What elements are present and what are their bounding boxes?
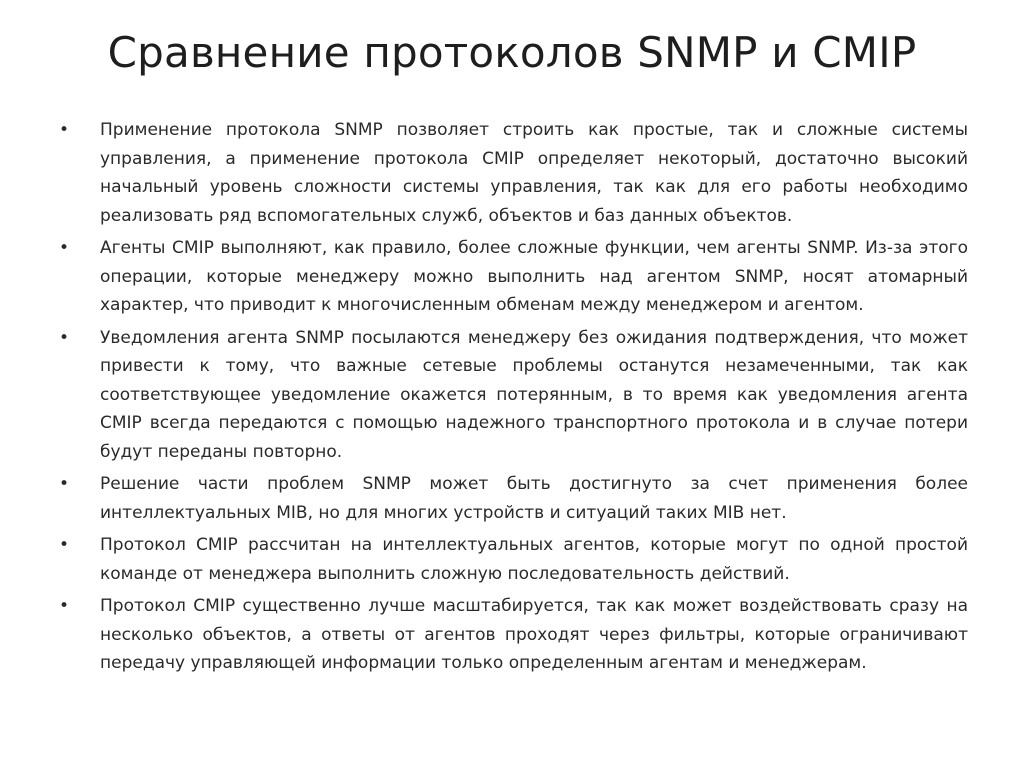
- bullet-text: Уведомления агента SNMP посылаются менеджеру без ожидания подтверждения, что может привести к тому, что важные сетевые проблемы останутся незамеченными, так как соответствующее уведомление окажется потерянным, в то время как уведомления агента CMIP всегда передаются с помощью надежного транспортного протокола и в случае потери будут переданы повторно.: [100, 327, 968, 462]
- bullet-item: [56, 592, 968, 678]
- bullet-item: [56, 116, 968, 230]
- bullet-dot-icon: •: [59, 474, 70, 494]
- bullet-text: Применение протокола SNMP позволяет строить как простые, так и сложные системы управления, а применение протокола CMIP определяет некоторый, достаточно высокий начальный уровень сложности системы управления, так как для его работы необходимо реализовать ряд вспомогательных служб, объектов и баз данных объектов.: [100, 120, 968, 226]
- bullet-item: [56, 234, 968, 320]
- bullet-item: [56, 470, 968, 527]
- bullet-dot-icon: •: [59, 120, 70, 140]
- bullet-list: [56, 116, 968, 682]
- slide-title: Сравнение протоколов SNMP и CMIP: [107, 28, 917, 77]
- bullet-item: [56, 324, 968, 467]
- bullet-text: Агенты CMIP выполняют, как правило, более сложные функции, чем агенты SNMP. Из-за этого операции, которые менеджеру можно выполнить над агентом SNMP, носят атомарный характер, что приводит к многочисленным обменам между менеджером и агентом.: [100, 238, 968, 315]
- bullet-text: Протокол CMIP существенно лучше масштабируется, так как может воздействовать сразу на несколько объектов, а ответы от агентов проходят через фильтры, которые ограничивают передачу управляющей информации только определенным агентам и менеджерам.: [100, 596, 968, 673]
- bullet-dot-icon: •: [59, 596, 70, 616]
- bullet-item: [56, 531, 968, 588]
- bullet-dot-icon: •: [59, 327, 70, 348]
- bullet-text: Решение части проблем SNMP может быть достигнуто за счет применения более интеллектуальных MIB, но для многих устройств и ситуаций таких MIB нет.: [100, 474, 968, 523]
- bullet-text: Протокол CMIP рассчитан на интеллектуальных агентов, которые могут по одной простой команде от менеджера выполнить сложную последовательность действий.: [100, 535, 968, 584]
- bullet-dot-icon: •: [59, 238, 70, 258]
- bullet-dot-icon: •: [59, 535, 70, 555]
